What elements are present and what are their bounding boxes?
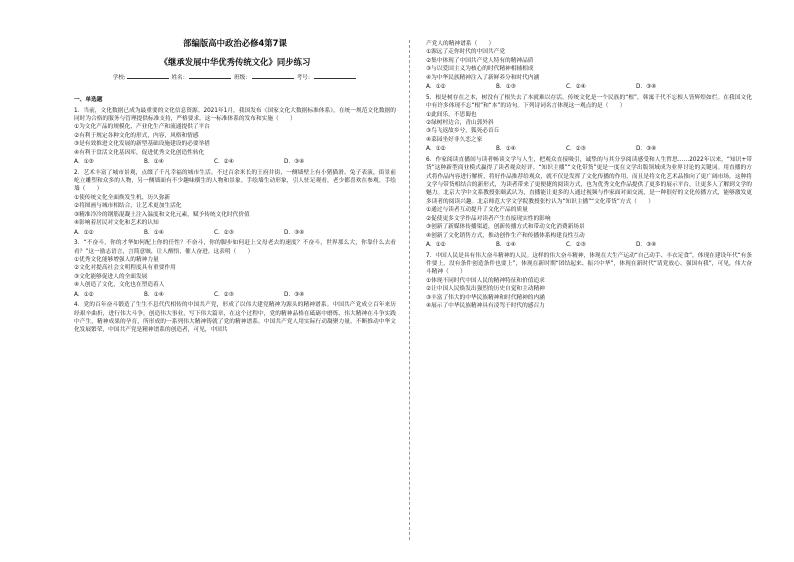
option-item: ④有利于盘活文化基因库，促进优秀文化创造性转化 — [74, 149, 205, 156]
option-item: ②促使更多文学作品对读者产生直接现实性的影响 — [426, 215, 551, 222]
option-item: ①此间乐，不思蜀也 — [426, 111, 477, 118]
choice-d[interactable]: D．③④ — [636, 146, 657, 153]
option-item: ①优秀文化能够增强人的精神力量 — [74, 256, 159, 263]
option-item: ④菜园坐好非久恋之家 — [426, 136, 483, 143]
choice-d[interactable]: D．③④ — [636, 84, 657, 91]
field-name-label: 姓名： — [171, 74, 189, 81]
option-item: ②将图画与城市相结合，让艺术更加生活化 — [74, 203, 182, 210]
choice-a[interactable]: A．①② — [426, 242, 446, 249]
question-stem: 5．根是树存在之本，树没有了根失去了本就难以存活。传统文化是一个民族的“根”，韩寓千代不忘根人皆辉煌如烂。在我国文化中有许多体现不忘“根”和“本”的诗句。下列诗词名言体现这一观点的是（ ） — [426, 94, 752, 110]
page-title: 部编版高中政治必修4第7课 — [183, 38, 287, 48]
field-class-blank[interactable] — [252, 72, 294, 79]
answer-choices — [74, 229, 396, 237]
choice-c[interactable]: C．②③ — [566, 146, 586, 153]
question-block — [74, 301, 396, 335]
question-block — [426, 156, 752, 250]
student-info-line — [74, 72, 396, 82]
option-item: ④影响着居民对文化和艺术的认知 — [74, 220, 159, 227]
choice-d[interactable]: D．③④ — [284, 159, 305, 166]
field-name-blank[interactable] — [189, 72, 231, 79]
question-stem: 2．艺术丰富了城市景观，点缀了千凡幸福的城市生活。不过百余米长的王府井街，一侧墙壁上有小猪猫滑、兔子表演，街景前屹立雕塑和众多的人物，另一侧墙面有不少趣味横生的人物和景象。手绘墙生动形象，引人驻足观看，老少都喜欢在参观。手绘墙（ ） — [74, 169, 396, 193]
question-block — [426, 94, 752, 154]
option-item: ①体现不同时代中国人民的精神特征和价值追求 — [426, 277, 545, 284]
choice-a[interactable]: A．①② — [74, 291, 94, 298]
option-item: ③创新了新媒体传播渠道，创新传播方式和带动文化消费新场景 — [426, 224, 585, 231]
option-item: ①通过与读者互动提升了文化产品的质量 — [426, 207, 528, 214]
option-item: ③精准冷冷的钢筋混凝土注入温度和文化元素，赋予传统文化时代价值 — [74, 211, 250, 218]
choice-d[interactable]: D．③④ — [284, 291, 305, 298]
question-block — [74, 107, 396, 167]
field-class-label: 班级： — [234, 74, 251, 81]
option-item: ③是有效推进文化发展的新型基础设施建设的必要举措 — [74, 141, 210, 148]
option-item: ②有利于规定各种文化的形式，内容，风格和情感 — [74, 132, 199, 139]
option-item: ②让中国人民焕发出强烈的历史自觉和主动精神 — [426, 286, 545, 293]
option-item: ①为文化产品的规模化、产业化生产和流通提供了平台 — [74, 124, 210, 131]
question-stem: 产党人的精神谱系（ ） — [426, 41, 495, 47]
question-block — [426, 252, 752, 311]
choice-b[interactable]: B．①④ — [496, 146, 516, 153]
field-id-blank[interactable] — [314, 72, 356, 79]
question-stem: 3．“不奋斗，你的才华如何配上你的任性？不奋斗，你的脚步如何赶上父母老去的速度？不奋斗，世界那么大，你靠什么去看看？”这一励志语言，言简意赅，让人醒悟，催人奋进。这表明（ ） — [74, 240, 396, 255]
question-block — [426, 40, 752, 92]
option-item: ③文化能够促进人的全面发展 — [74, 273, 148, 280]
choice-a[interactable]: A．①② — [426, 84, 446, 91]
answer-choices — [74, 158, 396, 166]
field-school-label: 学校: — [112, 74, 126, 81]
choice-b[interactable]: B．①④ — [496, 242, 516, 249]
choice-c[interactable]: C．②③ — [214, 291, 234, 298]
choice-d[interactable]: D．③④ — [284, 229, 305, 236]
option-item: ②文化对提高社会文明程度具有重要作用 — [74, 265, 176, 272]
option-item: ①源远了走你时代的中国共产党 — [426, 49, 506, 56]
choice-b[interactable]: B．①③ — [496, 84, 516, 91]
option-item: ①使传统文化全面焕发生机、历久弥新 — [74, 194, 171, 201]
option-item: ③丰富了伟大的中华民族精神和时代精神的内涵 — [426, 294, 545, 301]
answer-choices — [426, 83, 752, 91]
answer-choices — [426, 241, 752, 249]
field-id-label: 考号： — [296, 74, 314, 81]
option-item: ③与以爱国主义为核心的时代精神相辅相成 — [426, 66, 534, 73]
question-stem: 4．党的百年奋斗锻造了生生不息代代相传的中国共产党，形成了以伟大建党精神为源头的精神谱系。中国共产党成立百年来历经艰辛曲折，进行伟大斗争，创造伟大事业，写下伟大篇章，在这个过程中，党的精神品格在砥砺中磨炼、伟大精神在斗争实践中产生，精神成果的孕育，所形成的一系列伟大精神铸就了党的精神谱系。中国共产党人用实际行动凝聚力量、不断推动中华文化发展繁荣，中国共产党是精神谱系的创造者，可见，中国共 — [74, 302, 396, 334]
option-item: ④展示了中华民族精神具有凌驾于时代的感召力 — [426, 303, 545, 310]
answer-choices — [426, 145, 752, 153]
choice-b[interactable]: B．①④ — [144, 229, 164, 236]
choice-a[interactable]: A．①③ — [74, 159, 94, 166]
option-item: ④为中华民族精神注入了新鲜养分和时代内涵 — [426, 74, 540, 81]
section-title: 一、单选题 — [74, 97, 103, 104]
question-block — [74, 239, 396, 299]
option-item: ②集中体现了中国共产党人特有的精神品质 — [426, 57, 534, 64]
choice-c[interactable]: C．②④ — [214, 159, 234, 166]
question-stem: 7．中国人民是具有伟大奋斗精神的人民。这样的伟大奋斗精神，体现在大生产运动“自己动手、丰衣足食”，体现在建设年代“有条件要上，没有条件创造条件也要上”，体现在新时期“团结起来、振兴中华”，体现在新时代“请党放心、强国有我”，可见，伟大奋斗精神（ ） — [426, 252, 752, 276]
column-divider — [409, 40, 410, 540]
choice-c[interactable]: C．②③ — [214, 229, 234, 236]
field-school-blank[interactable] — [127, 72, 169, 79]
choice-c[interactable]: C．②③ — [566, 242, 586, 249]
choice-b[interactable]: B．①④ — [144, 159, 164, 166]
left-column — [74, 0, 396, 562]
option-item: ③鸟飞返故乡兮，狐死必首丘 — [426, 128, 500, 135]
choice-c[interactable]: C．②④ — [566, 84, 586, 91]
right-column — [426, 0, 752, 562]
question-stem: 6．作家阅读直播间与读者畅谈文学与人生，把观众直接吸引，诚挚的与其分享阅读感受和人生哲思……2022年以来，“知识+带货”这种新型商业模式赢得了读者观众好评。“知识主播”“文化带货”更是一度在文学出版领域成为业界讨论的关键词。用直播的方式将作品内容进行解析，将好作品推荐给观众，就不仅是发挥了文化传播的作用，而且是将文化艺术品推向了更广阔市场。这种将文学与带货相结合的新形式，为读者带来了更便捷的阅读方式，也为优秀文化作品提供了更多的展示平台，让更多人了解到文学的魅力。北京大学中文系教授张颐武认为，直播能让更多的人通过视频与作家面对面交流，是一种很好的文化传播方式，能够激发更多读者的阅读兴趣。北京师范大学文学院教授张柠认为“知识主播”“文化带货”方式（ ） — [426, 156, 752, 205]
choice-a[interactable]: A．①② — [74, 229, 94, 236]
choice-d[interactable]: D．③④ — [636, 242, 657, 249]
question-stem: 1．当前，文化数据已成为最重要的文化信息资源。2021年1月，我国发布《国家文化大数据标准体系》，在统一规范文化数据的同时为合格的服务与管理提供标准支持，严格要求。这一标准体系的发布和实施（ ） — [74, 107, 396, 122]
option-item: ②绿树村边合，青山郭外斜 — [426, 119, 494, 126]
question-block — [74, 169, 396, 238]
option-item: ④创新了文化销售方式，推动创作生产和传播体系构建良性互动 — [426, 232, 585, 239]
page-subtitle: 《继承发展中华优秀传统文化》同步练习 — [159, 56, 311, 67]
choice-b[interactable]: B．①④ — [144, 291, 164, 298]
choice-a[interactable]: A．①② — [426, 146, 446, 153]
option-item: ④人创造了文化，文化也在塑造着人 — [74, 282, 165, 289]
answer-choices — [74, 291, 396, 299]
